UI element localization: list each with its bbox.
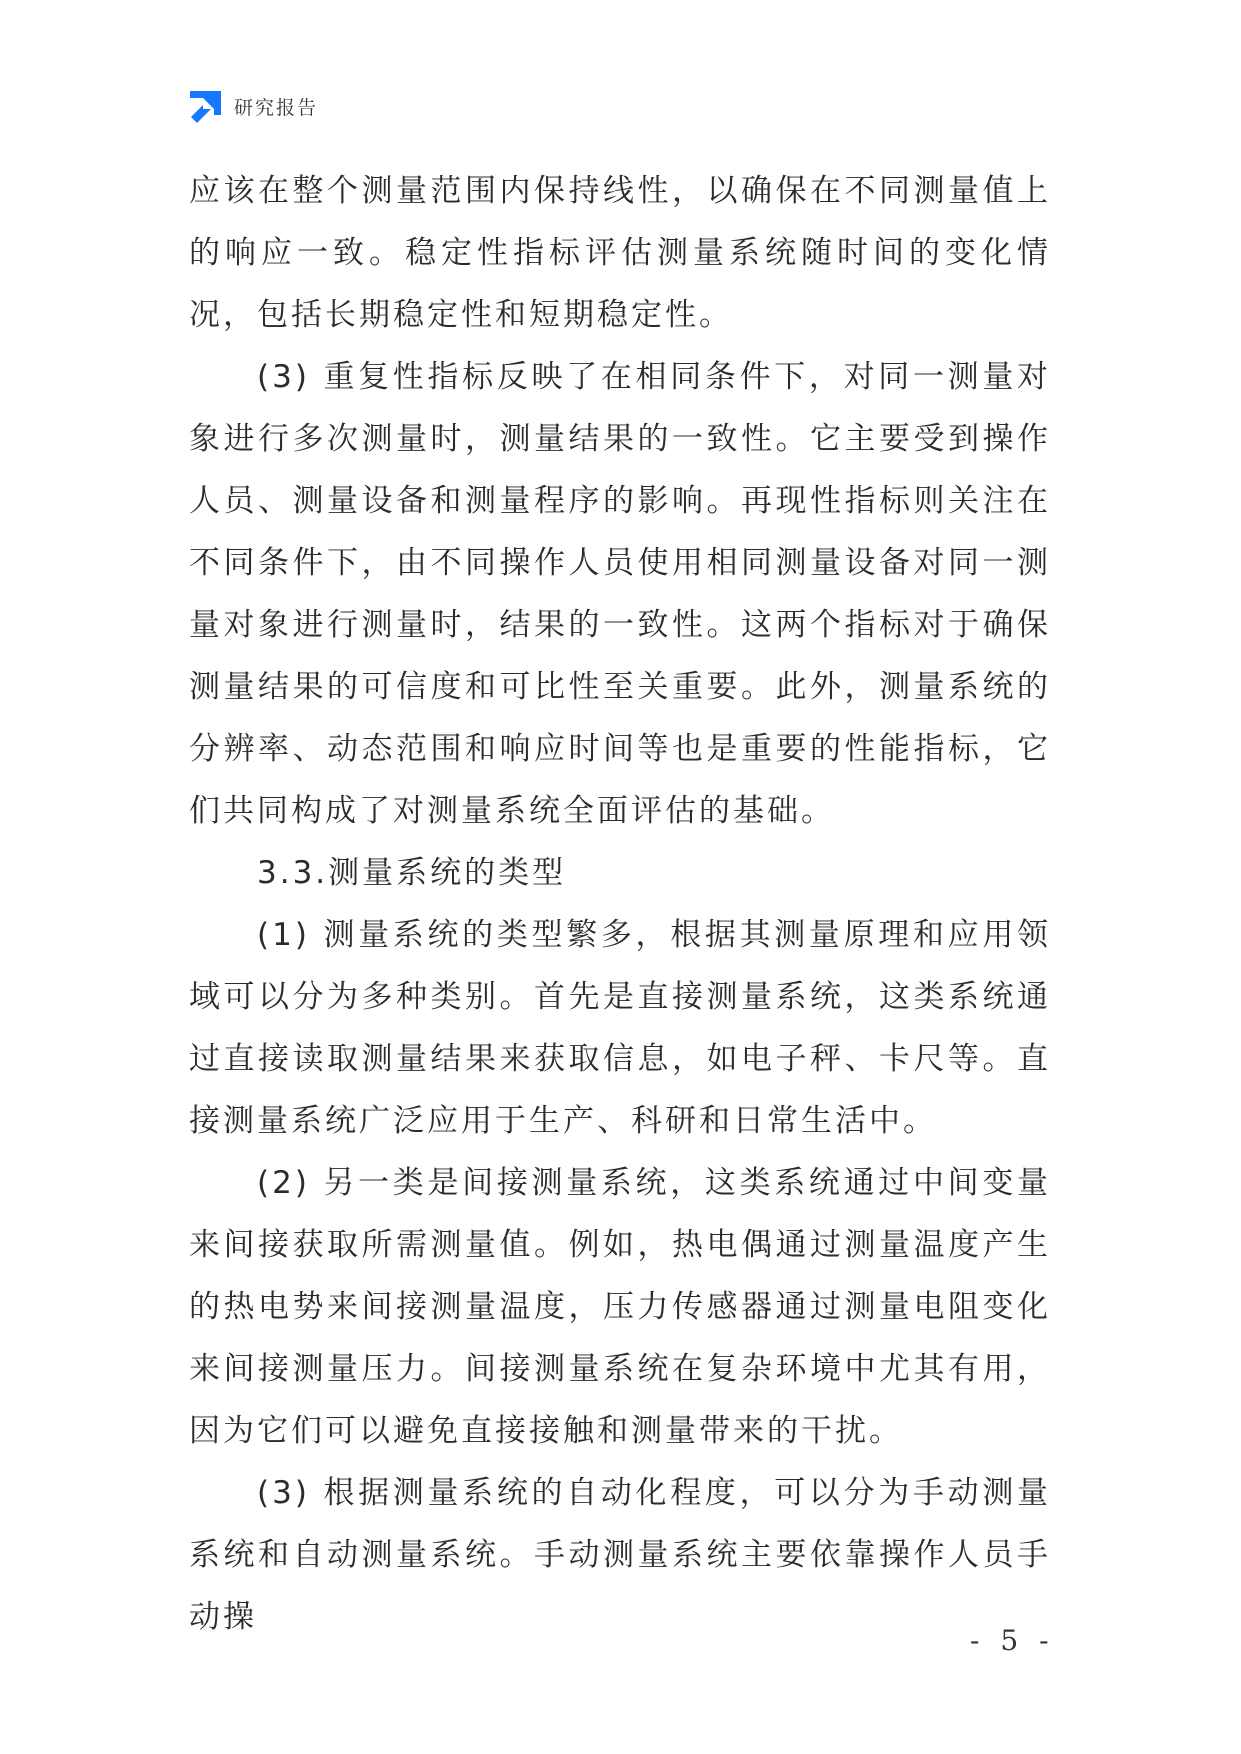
header-title: 研究报告: [234, 96, 319, 119]
paragraph-indirect-measurement: (2) 另一类是间接测量系统，这类系统通过中间变量来间接获取所需测量值。例如，热电偶通过测量温度产生的热电势来间接测量温度，压力传感器通过测量电阻变化来间接测量压力。间接测量系统在复杂环境中尤其有用，因为它们可以避免直接接触和测量带来的干扰。: [189, 1165, 1051, 1449]
document-body: [189, 160, 1051, 1648]
paragraph-continued: 应该在整个测量范围内保持线性，以确保在不同测量值上的响应一致。稳定性指标评估测量系统随时间的变化情况，包括长期稳定性和短期稳定性。: [189, 173, 1051, 333]
arrow-up-right-icon: [189, 90, 222, 123]
section-heading: 3.3.测量系统的类型: [257, 855, 567, 891]
paragraph-automation: (3) 根据测量系统的自动化程度，可以分为手动测量系统和自动测量系统。手动测量系统主要依靠操作人员手动操: [189, 1475, 1051, 1635]
paragraph-repeatability: (3) 重复性指标反映了在相同条件下，对同一测量对象进行多次测量时，测量结果的一致性。它主要受到操作人员、测量设备和测量程序的影响。再现性指标则关注在不同条件下，由不同操作人员使用相同测量设备对同一测量对象进行测量时，结果的一致性。这两个指标对于确保测量结果的可信度和可比性至关重要。此外，测量系统的分辨率、动态范围和响应时间等也是重要的性能指标，它们共同构成了对测量系统全面评估的基础。: [189, 359, 1051, 829]
paragraph-direct-measurement: (1) 测量系统的类型繁多，根据其测量原理和应用领域可以分为多种类别。首先是直接测量系统，这类系统通过直接读取测量结果来获取信息，如电子秤、卡尺等。直接测量系统广泛应用于生产、科研和日常生活中。: [189, 917, 1051, 1139]
page-number: - 5 -: [970, 1624, 1055, 1657]
report-header: [189, 88, 318, 124]
